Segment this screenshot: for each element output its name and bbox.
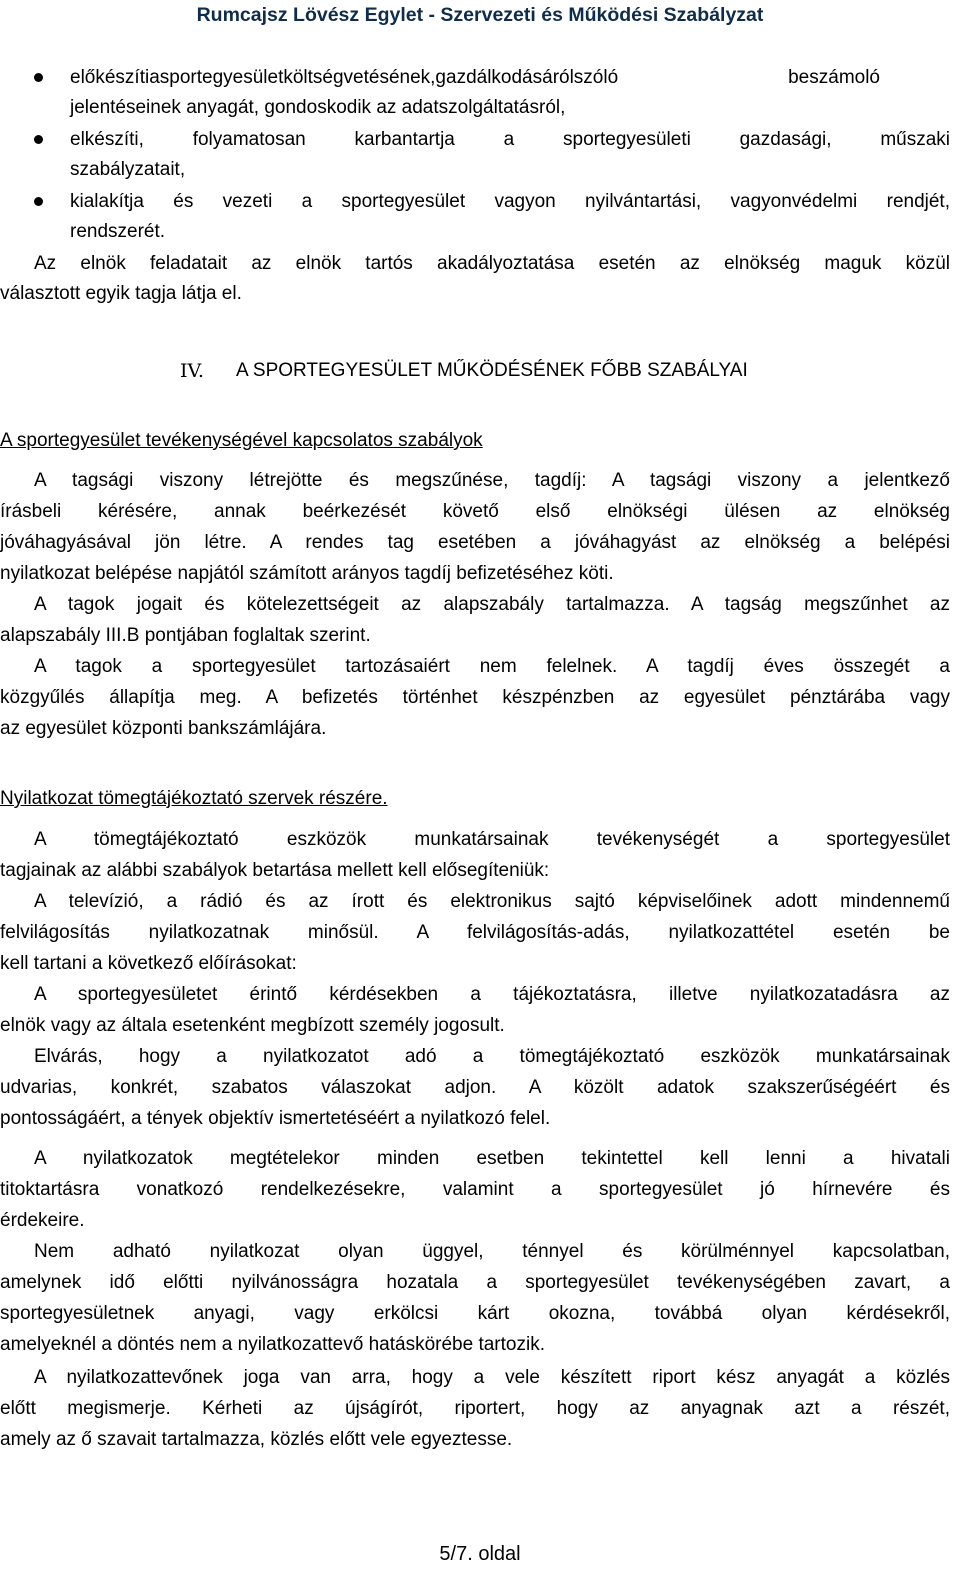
bullet-dot (34, 135, 43, 144)
paragraph-line: A tagok jogait és kötelezettségeit az alapszabály tartalmazza. A tagság megszűnhet az (34, 594, 950, 615)
bullet-2-line-2: szabályzatait, (70, 159, 186, 180)
paragraph-line: nyilatkozat belépése napjától számított arányos tagdíj befizetéséhez köti. (0, 563, 614, 584)
paragraph-line: titoktartásra vonatkozó rendelkezésekre, valamint a sportegyesület jó hírnevére és (0, 1179, 950, 1200)
bullet-1-line-1: előkészítiasportegyesületköltségvetésének,gazdálkodásárólszóló beszámoló (70, 67, 880, 88)
page-number: 5/7. oldal (439, 1543, 521, 1565)
paragraph-line: jóváhagyásával jön létre. A rendes tag esetében a jóváhagyást az elnökség a belépési (0, 532, 950, 553)
paragraph-line: tagjainak az alábbi szabályok betartása mellett kell elősegíteniük: (0, 860, 550, 881)
paragraph-line: A sportegyesületet érintő kérdésekben a tájékoztatásra, illetve nyilatkozatadásra az (34, 984, 950, 1005)
paragraph-line: előtt megismerje. Kérheti az újságírót, riportert, hogy az anyagnak azt a részét, (0, 1398, 950, 1419)
paragraph-line: A tagsági viszony létrejötte és megszűnése, tagdíj: A tagsági viszony a jelentkező (34, 470, 950, 491)
bullet-dot (34, 73, 43, 82)
paragraph-line: Az elnök feladatait az elnök tartós akadályoztatása esetén az elnökség maguk közül (34, 253, 950, 274)
paragraph-line: alapszabály III.B pontjában foglaltak szerint. (0, 625, 371, 646)
paragraph-line: amelynek idő előtti nyilvánosságra hozatala a sportegyesület tevékenységében zavart, a (0, 1272, 950, 1293)
paragraph-line: sportegyesületnek anyagi, vagy erkölcsi kárt okozna, továbbá olyan kérdésekről, (0, 1303, 950, 1324)
paragraph-line: írásbeli kérésére, annak beérkezését követő első elnökségi ülésen az elnökség (0, 501, 950, 522)
bullet-dot (34, 197, 43, 206)
paragraph-line: A televízió, a rádió és az írott és elektronikus sajtó képviselőinek adott mindennemű (34, 891, 950, 912)
paragraph-line: amelyeknél a döntés nem a nyilatkozattevő hatáskörébe tartozik. (0, 1334, 545, 1355)
page-header: Rumcajsz Lövész Egylet - Szervezeti és Működési Szabályzat (196, 4, 764, 26)
subsection-heading: A sportegyesület tevékenységével kapcsolatos szabályok (0, 430, 483, 451)
paragraph-line: udvarias, konkrét, szabatos válaszokat adjon. A közölt adatok szakszerűségéért és (0, 1077, 950, 1098)
paragraph-line: az egyesület központi bankszámlájára. (0, 718, 327, 739)
paragraph-line: Nem adható nyilatkozat olyan üggyel, ténnyel és körülménnyel kapcsolatban, (34, 1241, 950, 1262)
paragraph-line: A tagok a sportegyesület tartozásaiért nem felelnek. A tagdíj éves összegét a (34, 656, 950, 677)
bullet-3-line-1: kialakítja és vezeti a sportegyesület vagyon nyilvántartási, vagyonvédelmi rendjét, (70, 191, 950, 212)
subsection-heading: Nyilatkozat tömegtájékoztató szervek részére. (0, 788, 388, 809)
paragraph-line: A nyilatkozattevőnek joga van arra, hogy a vele készített riport kész anyagát a közlés (34, 1367, 950, 1388)
section-title: A SPORTEGYESÜLET MŰKÖDÉSÉNEK FŐBB SZABÁLYAI (236, 360, 748, 381)
paragraph-line: Elvárás, hogy a nyilatkozatot adó a tömegtájékoztató eszközök munkatársainak (34, 1046, 950, 1067)
section-heading (0, 356, 960, 386)
bullet-1-line-2: jelentéseinek anyagát, gondoskodik az adatszolgáltatásról, (70, 97, 566, 118)
paragraph-line: A tömegtájékoztató eszközök munkatársainak tevékenységét a sportegyesület (34, 829, 950, 850)
paragraph-line: amely az ő szavait tartalmazza, közlés előtt vele egyeztesse. (0, 1429, 513, 1450)
bullet-3-line-2: rendszerét. (70, 221, 166, 242)
paragraph-line: pontosságáért, a tények objektív ismertetéséért a nyilatkozó felel. (0, 1108, 551, 1129)
section-number: IV. (180, 360, 204, 382)
paragraph-line: kell tartani a következő előírásokat: (0, 953, 297, 974)
paragraph-line: elnök vagy az általa esetenként megbízott személy jogosult. (0, 1015, 505, 1036)
bullet-2-line-1: elkészíti, folyamatosan karbantartja a sportegyesületi gazdasági, műszaki (70, 129, 950, 150)
paragraph-line: közgyűlés állapítja meg. A befizetés történhet készpénzben az egyesület pénztárába vagy (0, 687, 950, 708)
paragraph-line: A nyilatkozatok megtételekor minden esetben tekintettel kell lenni a hivatali (34, 1148, 950, 1169)
paragraph-line: érdekeire. (0, 1210, 85, 1231)
paragraph-line: választott egyik tagja látja el. (0, 283, 242, 304)
paragraph-line: felvilágosítás nyilatkozatnak minősül. A felvilágosítás-adás, nyilatkozattétel esetén be (0, 922, 950, 943)
